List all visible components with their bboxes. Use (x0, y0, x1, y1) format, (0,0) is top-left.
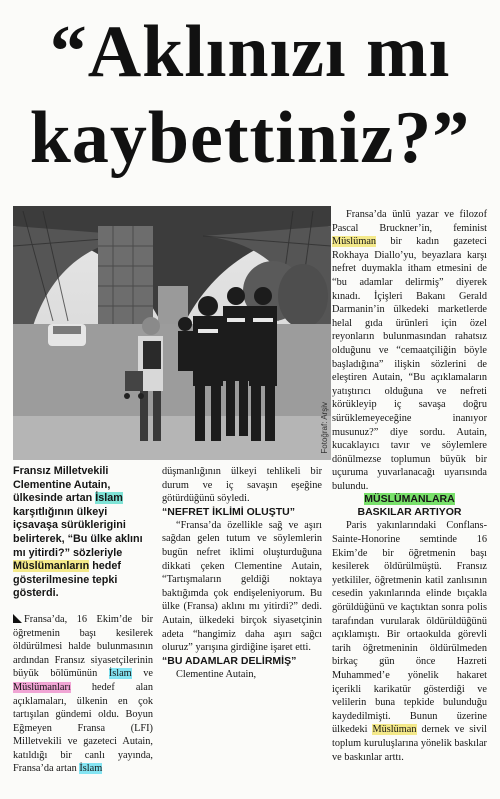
body-paragraph: Clementine Autain, (176, 668, 257, 680)
subheading-nefret-iklimi: “NEFRET İKLİMİ OLUŞTU” (162, 505, 295, 518)
lead-paragraph (13, 465, 153, 601)
lead-text: karşıtlığının ülkeyi içsavaşa sürüklerigini belirterek, “Bu ülke aklını mı yitirdi?” sözleriyle (13, 505, 143, 559)
highlight-islam: İslam (95, 492, 123, 505)
subheading-bu-adamlar: “BU ADAMLAR DELİRMİŞ” (162, 654, 297, 667)
column-3 (332, 208, 487, 764)
column-2 (162, 465, 322, 681)
body-paragraph: düşmanlığının ülkeyi tehlikeli bir durum ve iç savaşın eşeğine götürdüğünü söyledi. (162, 466, 322, 505)
body-text: dernek ve sivil toplum kuruluşlarına yönelik baskılar ve baskınlar arttı. (332, 724, 488, 763)
highlight-musluman: Müslüman (372, 724, 417, 736)
body-text: Paris yakınlarındaki Conflans-Sainte-Honorine semtinde 16 Ekim’de bir öğretmenin başı kesilerek öldürülmüştü. Fransız yetkililer, öğretmenin katil zanlısının cesedin yakınlarında elinde bıçakla görüldüğünü ve kaçtıktan sonra polis tarafından vurularak öldürüldüğünü açıklamıştı. Bir ortaokulda görevli tarih öğretmeninin öldürülmeden birkaç gün önce Hazreti Muhammed’e yönelik hakaret içerikli karikatür gösterdiği ve velilerin buna tepkide bulunduğu kaydedilmişti. Bunun üzerine ülkedeki (332, 520, 487, 736)
body-text: Fransa’da, 16 Ekim’de bir öğretmenin başı kesilerek öldürülmesi halde bulunmasının ardından Fransız siyasetçilerinin büyük bölümünün (13, 613, 153, 680)
lead-text: hedef gösterilmesine tepki gösterdi. (13, 560, 121, 600)
body-paragraph (332, 519, 487, 764)
body-text: ve (131, 668, 153, 680)
body-text: bir kadın gazeteci Rokhaya Diallo’yu, beyazlara karşı nefret duymakla itham etmesini de “bu adamlar delirmiş” diyerek kınadı. İçişleri Bakanı Gerald Darmanin’in ülkedeki marketlerde helal gıda ürünleri için özel reyonların bulunmasından rahatsız olduğunu ve “cemaatçiliğin böyle başladığına” ilişkin sözlerini de eleştiren Autain, “Bu açıklamaların yatıştırıcı olduğuna ve nefreti körükleyip iç savaşa doğru sürüklemeyeceğine inanıyor musunuz?” diye sordu. Autain, kucaklayıcı tavır ve söylemlere dönülmezse toplumun büyük bir uçuruma yuvarlanacağı uyarısında bulundu. (332, 236, 487, 492)
eiffel-tower-police-photo (13, 206, 331, 460)
headline-line-1: “Aklınızı mı (49, 11, 451, 93)
body-paragraph: “Fransa’da özellikle sağ ve aşırı sağdan gelen tutum ve söylemlerin bugün nefret iklimi oluşturduğuna dikkati çeken Clementine Autain, “Tartışmaların geldiği noktaya baktığımda çok endişeleniyorum. Bu ülke (Fransa) aklını mı yitirdi?” dedi. Autain, ülkedeki birçok siyasetçinin adeta “hangimiz daha aşırı sağcı oluruz” yarışına girdiğine işaret etti. (162, 519, 322, 654)
headline-line-2: kaybettiniz?” (29, 97, 471, 179)
highlight-muslumanlara: MÜSLÜMANLARA (364, 493, 455, 506)
highlight-muslumanlari: Müslümanları (13, 681, 71, 693)
body-text: hedef alan açıklamaları, ülkenin en çok tartışılan gündemi oldu. Boyun Eğmeyen Fransa (LFI) Milletvekili ve gazeteci Autain, katıldığı bir canlı yayında, Fransa’da artan (13, 681, 153, 775)
subheading-muslumanlara (332, 493, 487, 519)
highlight-muslumanlarin: Müslümanların (13, 560, 90, 573)
column-1 (13, 465, 153, 776)
highlight-islam: İslam (79, 763, 103, 775)
lead-text: Fransız Milletvekili Clementine Autain, ülkesinde artan (13, 465, 111, 505)
highlight-musluman: Müslüman (332, 236, 377, 248)
photo-credit: Fotoğraf: Arşiv (320, 402, 329, 454)
news-photo (13, 206, 331, 460)
body-paragraph (13, 613, 153, 776)
subheading-text: BASKILAR ARTIYOR (357, 506, 462, 519)
body-paragraph (332, 208, 487, 493)
highlight-islam: İslam (108, 668, 132, 680)
triangle-marker-icon (13, 614, 22, 623)
body-text: Fransa’da ünlü yazar ve filozof Pascal Bruckner’in, feminist (332, 209, 487, 234)
